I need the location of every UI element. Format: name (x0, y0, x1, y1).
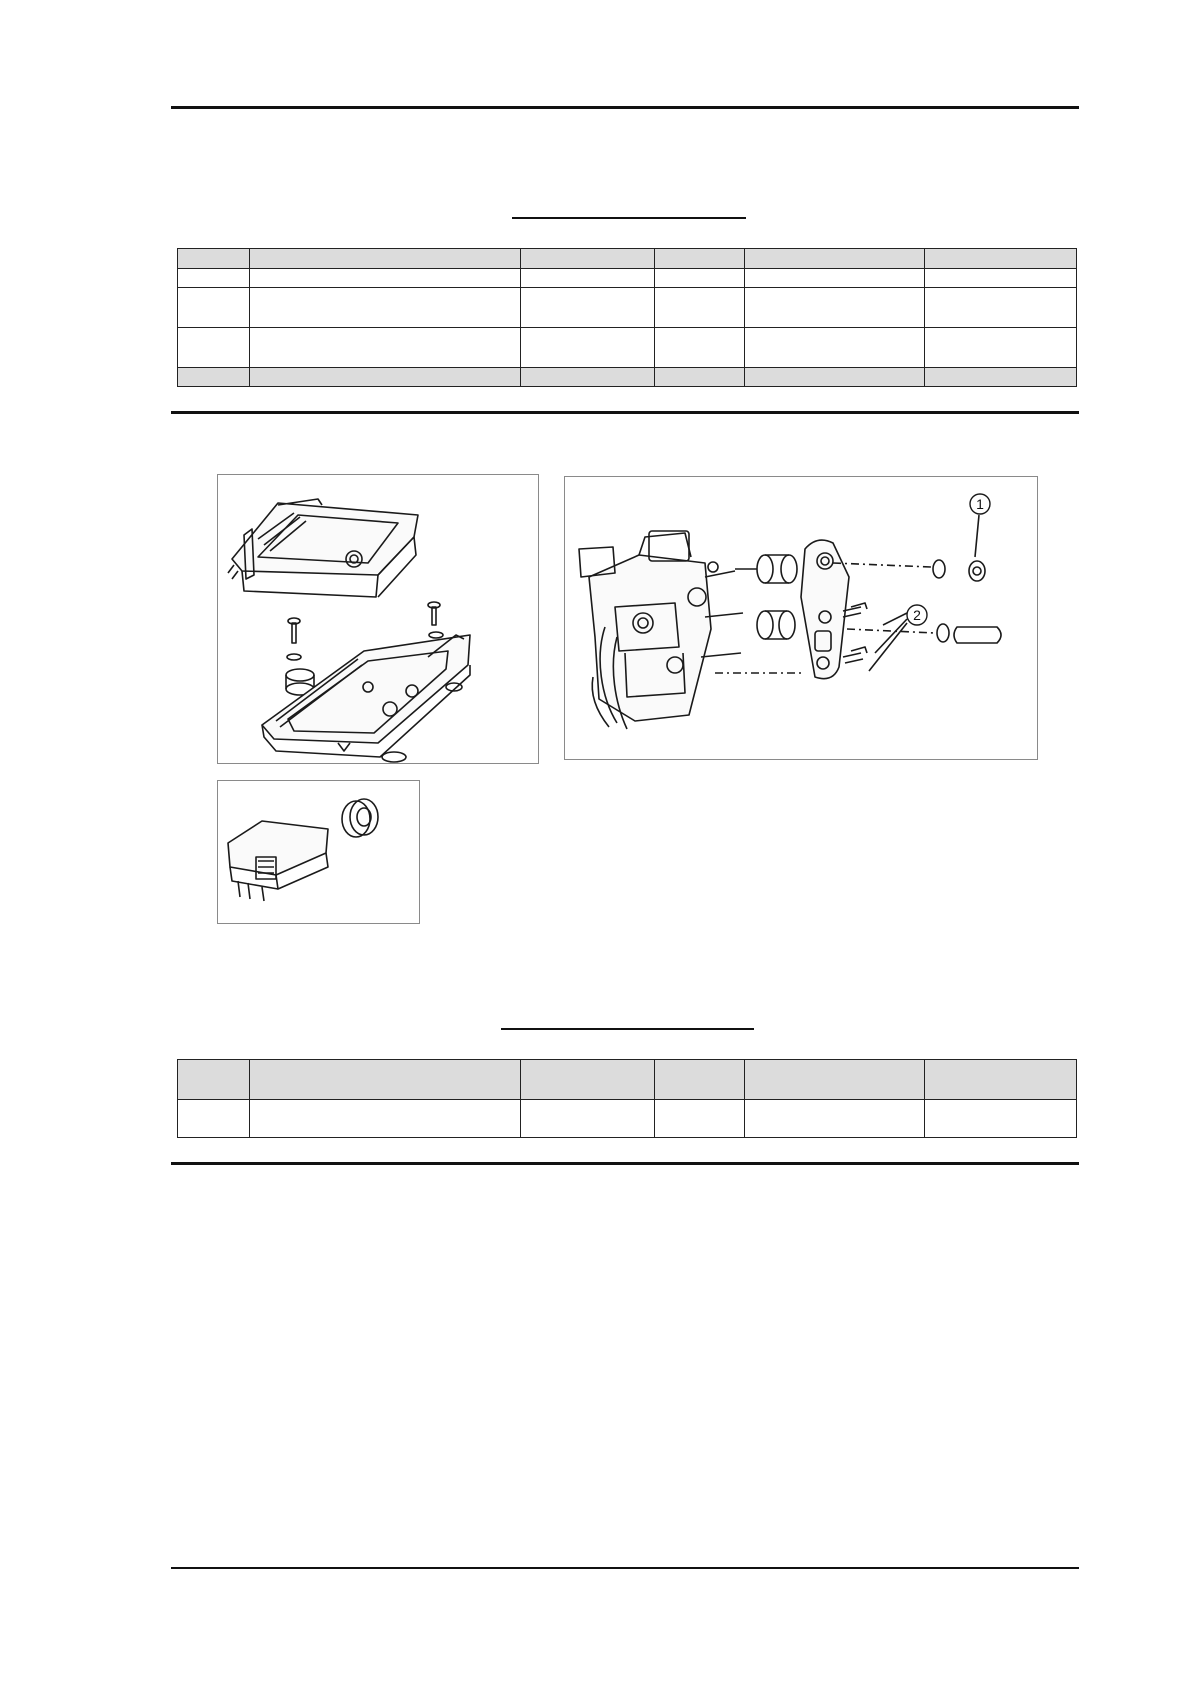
section-divider-1 (171, 411, 1079, 414)
figure-ecu-mount (217, 474, 539, 764)
relay-grommet-drawing (218, 781, 419, 923)
footer-rule (171, 1567, 1079, 1569)
section-divider-2 (171, 1162, 1079, 1165)
section-title-underline-1 (512, 217, 746, 219)
abs-modulator-drawing (565, 477, 1037, 759)
header-rule (171, 106, 1079, 109)
table-header-row (178, 1060, 1077, 1100)
figure-abs-modulator-mount (564, 476, 1038, 760)
ecu-mount-drawing (218, 475, 538, 763)
table-row (178, 1100, 1077, 1138)
table-header-row (178, 249, 1077, 269)
figure-relay-grommet (217, 780, 420, 924)
callout-1: 1 (976, 496, 984, 512)
spec-table-2 (177, 1059, 1077, 1138)
table-row (178, 288, 1077, 328)
spec-table-1 (177, 248, 1077, 387)
table-row (178, 269, 1077, 288)
callout-2: 2 (913, 607, 921, 623)
table-footer-row (178, 368, 1077, 387)
section-title-underline-2 (501, 1028, 754, 1030)
table-row (178, 328, 1077, 368)
